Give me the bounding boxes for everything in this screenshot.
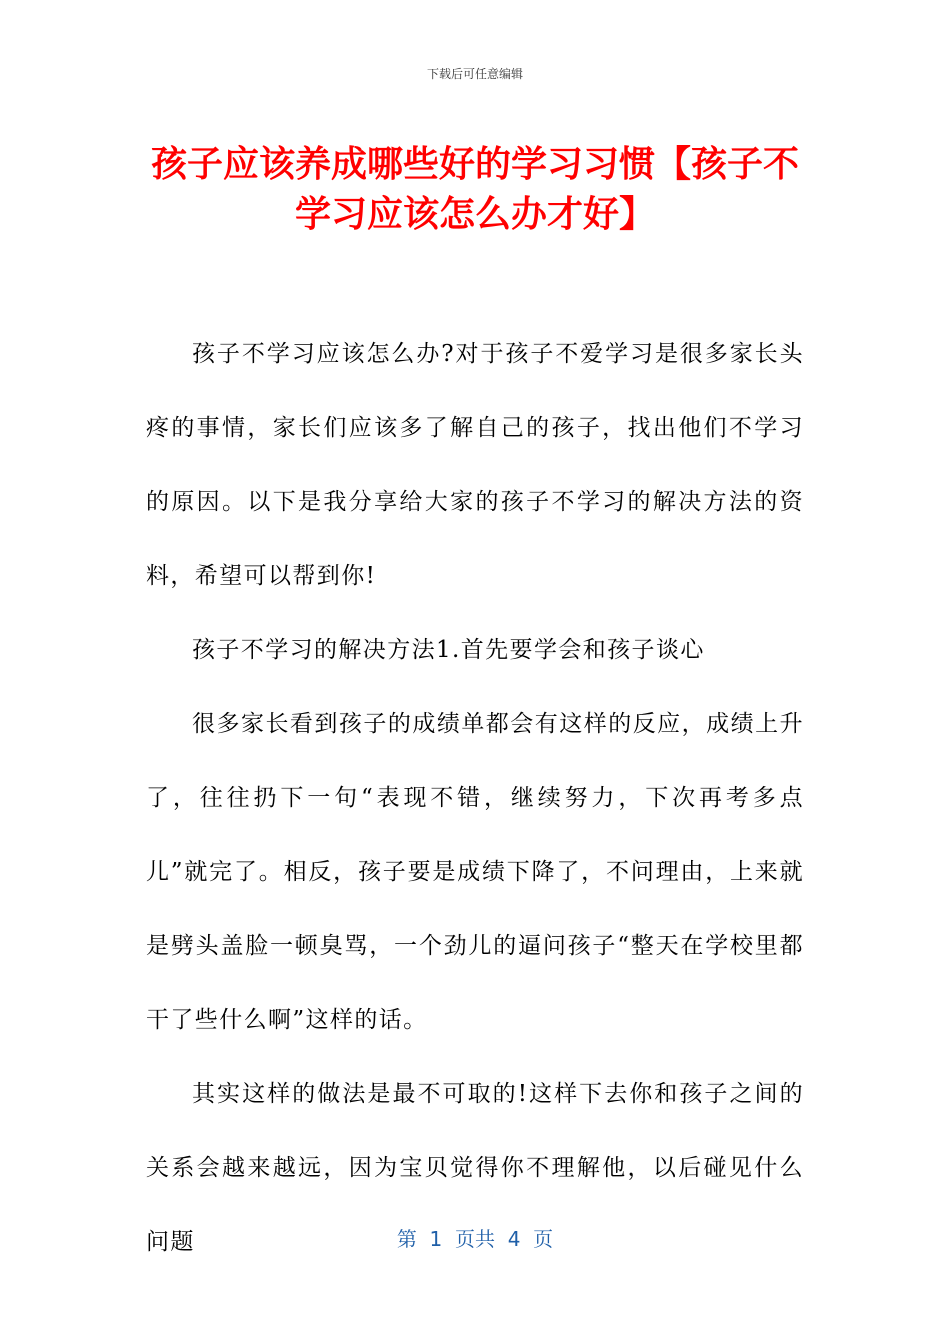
page-header-note: 下载后可任意编辑 <box>426 67 523 81</box>
paragraph-intro: 孩子不学习应该怎么办?对于孩子不爱学习是很多家长头疼的事情，家长们应该多了解自己的孩子，找出他们不学习的原因。以下是我分享给大家的孩子不学习的解决方法的资料，希望可以帮到你! <box>146 341 804 589</box>
document-body <box>146 317 804 1279</box>
page-number-footer: 第 1 页共 4 页 <box>396 1227 554 1251</box>
paragraph-consequence: 其实这样的做法是最不可取的!这样下去你和孩子之间的关系会越来越远，因为宝贝觉得你不理解他，以后碰见什么问题 <box>146 1081 804 1255</box>
document-title: 孩子应该养成哪些好的学习习惯【孩子不学习应该怎么办才好】 <box>150 144 799 235</box>
paragraph-method-heading: 孩子不学习的解决方法1.首先要学会和孩子谈心 <box>192 637 705 663</box>
paragraph-report-card: 很多家长看到孩子的成绩单都会有这样的反应，成绩上升了，往往扔下一句“表现不错，继续努力，下次再考多点儿”就完了。相反，孩子要是成绩下降了，不问理由，上来就是劈头盖脸一顿臭骂，一个劲儿的逼问孩子“整天在学校里都干了些什么啊”这样的话。 <box>146 711 804 1033</box>
